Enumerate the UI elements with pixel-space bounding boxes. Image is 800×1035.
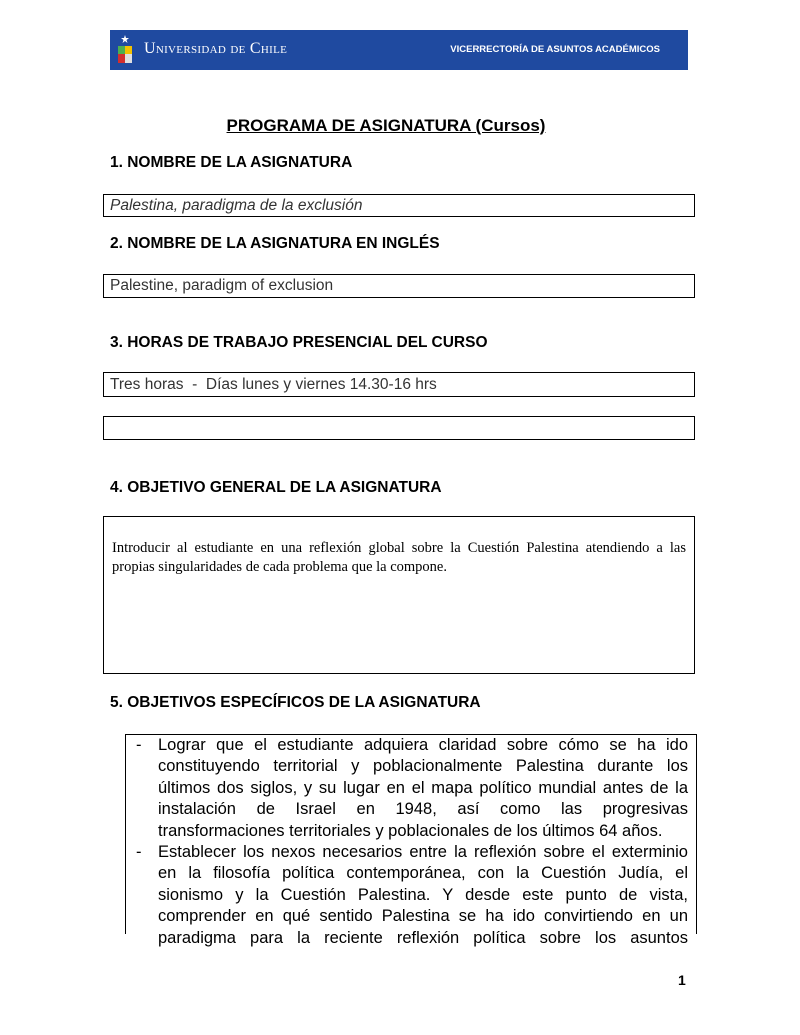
university-name: Universidad de Chile: [144, 40, 288, 57]
item-line: últimos dos siglos, y su lugar en el mapa político mundial antes de la: [158, 778, 688, 797]
bullet-dash: -: [136, 843, 142, 862]
item-line: en la filosofía política contemporánea, con la Cuestión Judía, el: [158, 864, 688, 883]
item-line: comprender en qué sentido Palestina se ha ido convirtiendo en un: [158, 907, 688, 926]
course-name-english-field: Palestine, paradigm of exclusion: [103, 274, 695, 298]
section-4-heading: 4. OBJETIVO GENERAL DE LA ASIGNATURA: [110, 479, 442, 496]
section-1-heading: 1. NOMBRE DE LA ASIGNATURA: [110, 154, 353, 171]
general-objective-box: [103, 516, 695, 674]
objective-line: Introducir al estudiante en una reflexión global sobre la Cuestión Palestina atendiendo a las: [112, 540, 686, 556]
item-line: instalación de Israel en 1948, así como las progresivas: [158, 800, 688, 819]
objective-line: propias singularidades de cada problema que la compone.: [112, 559, 447, 575]
item-line: Establecer los nexos necesarios entre la reflexión sobre el exterminio: [158, 843, 688, 862]
course-name-field: Palestina, paradigma de la exclusión: [103, 194, 695, 217]
section-3-heading: 3. HORAS DE TRABAJO PRESENCIAL DEL CURSO: [110, 334, 488, 351]
university-crest-icon: [118, 35, 132, 65]
item-line: Lograr que el estudiante adquiera claridad sobre cómo se ha ido: [158, 736, 688, 754]
list-item: [126, 842, 696, 949]
item-line: constituyendo territorial y poblacionalmente Palestina durante los: [158, 757, 688, 776]
section-2-heading: 2. NOMBRE DE LA ASIGNATURA EN INGLÉS: [110, 235, 440, 252]
page-number: 1: [678, 972, 686, 988]
list-item: [126, 735, 696, 842]
bullet-dash: -: [136, 736, 142, 754]
header-banner: [110, 30, 688, 70]
item-line: transformaciones territoriales y poblacionales de los últimos 64 años.: [158, 821, 663, 840]
hours-field: Tres horas - Días lunes y viernes 14.30-16 hrs: [103, 372, 695, 397]
section-5-heading: 5. OBJETIVOS ESPECÍFICOS DE LA ASIGNATURA: [110, 694, 481, 711]
hours-extra-field: [103, 416, 695, 440]
item-line: sionismo y la Cuestión Palestina. Y desde este punto de vista,: [158, 885, 688, 904]
page-title: PROGRAMA DE ASIGNATURA (Cursos): [226, 116, 546, 135]
item-line: paradigma para la reciente reflexión política sobre los asuntos: [158, 928, 688, 947]
office-name: VICERRECTORÍA DE ASUNTOS ACADÉMICOS: [450, 44, 660, 55]
specific-objectives-list: [125, 734, 697, 947]
